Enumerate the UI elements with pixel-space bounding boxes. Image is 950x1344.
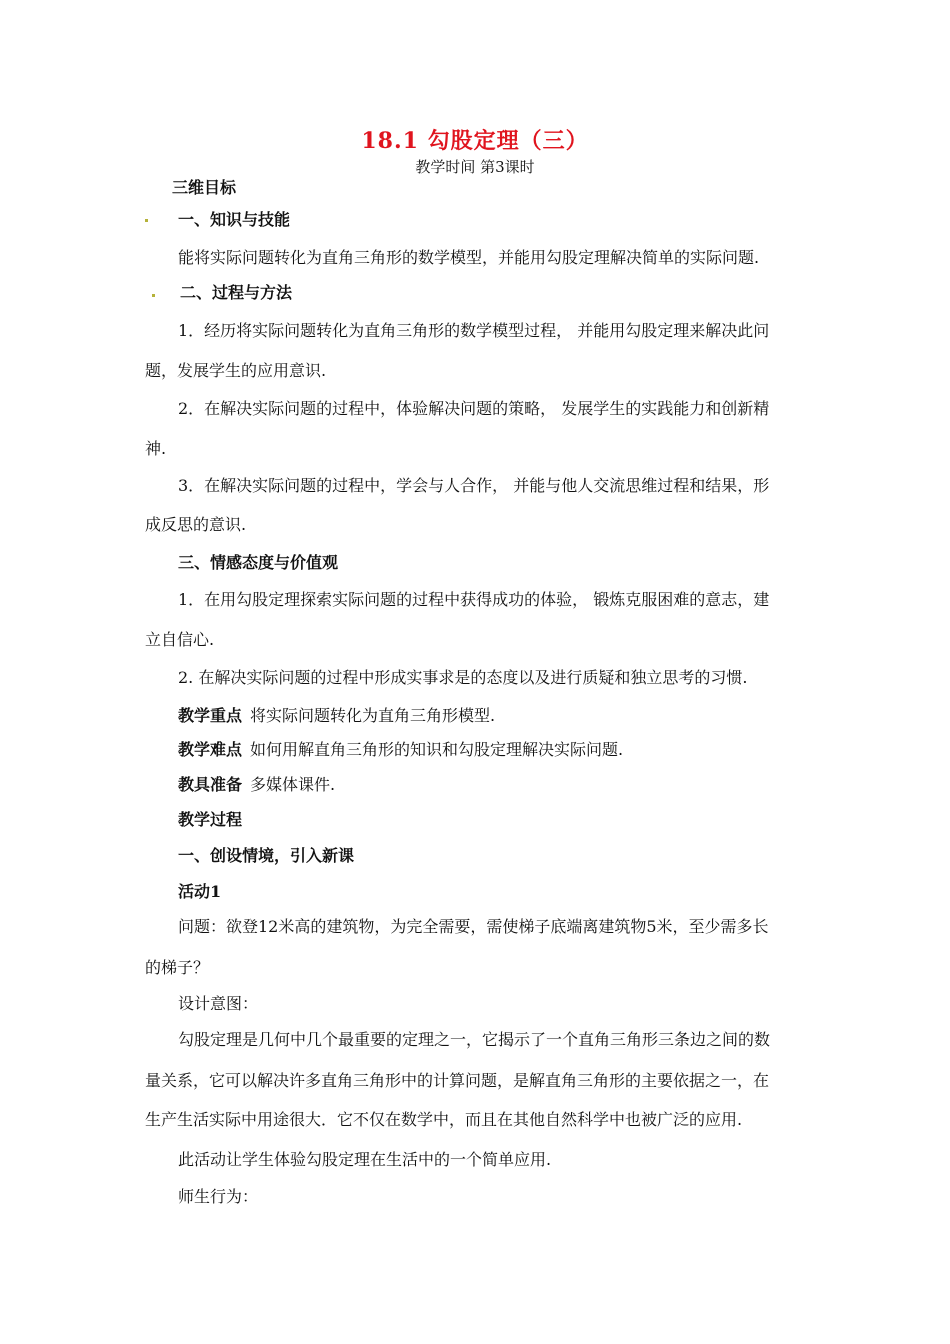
- design-intent-label: 设计意图：: [178, 994, 259, 1013]
- tools-row: [178, 775, 335, 795]
- design-para-line1: 勾股定理是几何中几个最重要的定理之一，它揭示了一个直角三角形三条边之间的数: [178, 1030, 771, 1049]
- question-line1: 问题：欲登12米高的建筑物，为完全需要，需使梯子底端离建筑物5米，至少需多长: [178, 917, 769, 936]
- goals-heading: 三维目标: [172, 178, 237, 197]
- margin-mark: [152, 294, 155, 297]
- section2-item2-line2: 神.: [145, 439, 167, 458]
- section2-item2-line1: 2．在解决实际问题的过程中，体验解决问题的策略， 发展学生的实践能力和创新精: [178, 399, 770, 418]
- part1-heading: 一、创设情境，引入新课: [178, 846, 355, 865]
- section2-heading: 二、过程与方法: [180, 283, 293, 302]
- margin-mark: [145, 219, 148, 222]
- design-para-line3: 生产生活实际中用途很大．它不仅在数学中，而且在其他自然科学中也被广泛的应用.: [145, 1110, 743, 1129]
- key-point-row: [178, 706, 495, 726]
- section2-item1-line2: 题，发展学生的应用意识.: [145, 361, 327, 380]
- section3-item2: 2. 在解决实际问题的过程中形成实事求是的态度以及进行质疑和独立思考的习惯.: [178, 668, 748, 687]
- difficulty-text: 如何用解直角三角形的知识和勾股定理解决实际问题.: [250, 740, 624, 759]
- section3-item1-line2: 立自信心.: [145, 630, 215, 649]
- process-heading: 教学过程: [178, 810, 243, 829]
- key-point-text: 将实际问题转化为直角三角形模型.: [250, 706, 496, 725]
- activity-purpose: 此活动让学生体验勾股定理在生活中的一个简单应用.: [178, 1150, 552, 1169]
- teacher-student-label: 师生行为：: [178, 1187, 259, 1206]
- design-para-line2: 量关系，它可以解决许多直角三角形中的计算问题，是解直角三角形的主要依据之一，在: [145, 1071, 770, 1090]
- section2-item1-line1: 1．经历将实际问题转化为直角三角形的数学模型过程， 并能用勾股定理来解决此问: [178, 321, 770, 340]
- section1-heading: 一、知识与技能: [178, 210, 291, 229]
- section3-item1-line1: 1．在用勾股定理探索实际问题的过程中获得成功的体验， 锻炼克服困难的意志，建: [178, 590, 770, 609]
- key-point-label: 教学重点: [178, 706, 243, 725]
- tools-label: 教具准备: [178, 775, 243, 794]
- section2-item3-line1: 3．在解决实际问题的过程中，学会与人合作， 并能与他人交流思维过程和结果，形: [178, 476, 770, 495]
- question-line2: 的梯子？: [145, 958, 210, 977]
- difficulty-row: [178, 740, 623, 760]
- activity1-heading: 活动1: [178, 882, 222, 901]
- section3-heading: 三、情感态度与价值观: [178, 553, 339, 572]
- difficulty-label: 教学难点: [178, 740, 243, 759]
- document-subtitle: 教学时间 第3课时: [415, 158, 535, 176]
- section2-item3-line2: 成反思的意识.: [145, 515, 247, 534]
- section1-text: 能将实际问题转化为直角三角形的数学模型，并能用勾股定理解决简单的实际问题.: [178, 248, 760, 267]
- document-title: 18.1 勾股定理（三）: [361, 128, 589, 154]
- tools-text: 多媒体课件.: [250, 775, 336, 794]
